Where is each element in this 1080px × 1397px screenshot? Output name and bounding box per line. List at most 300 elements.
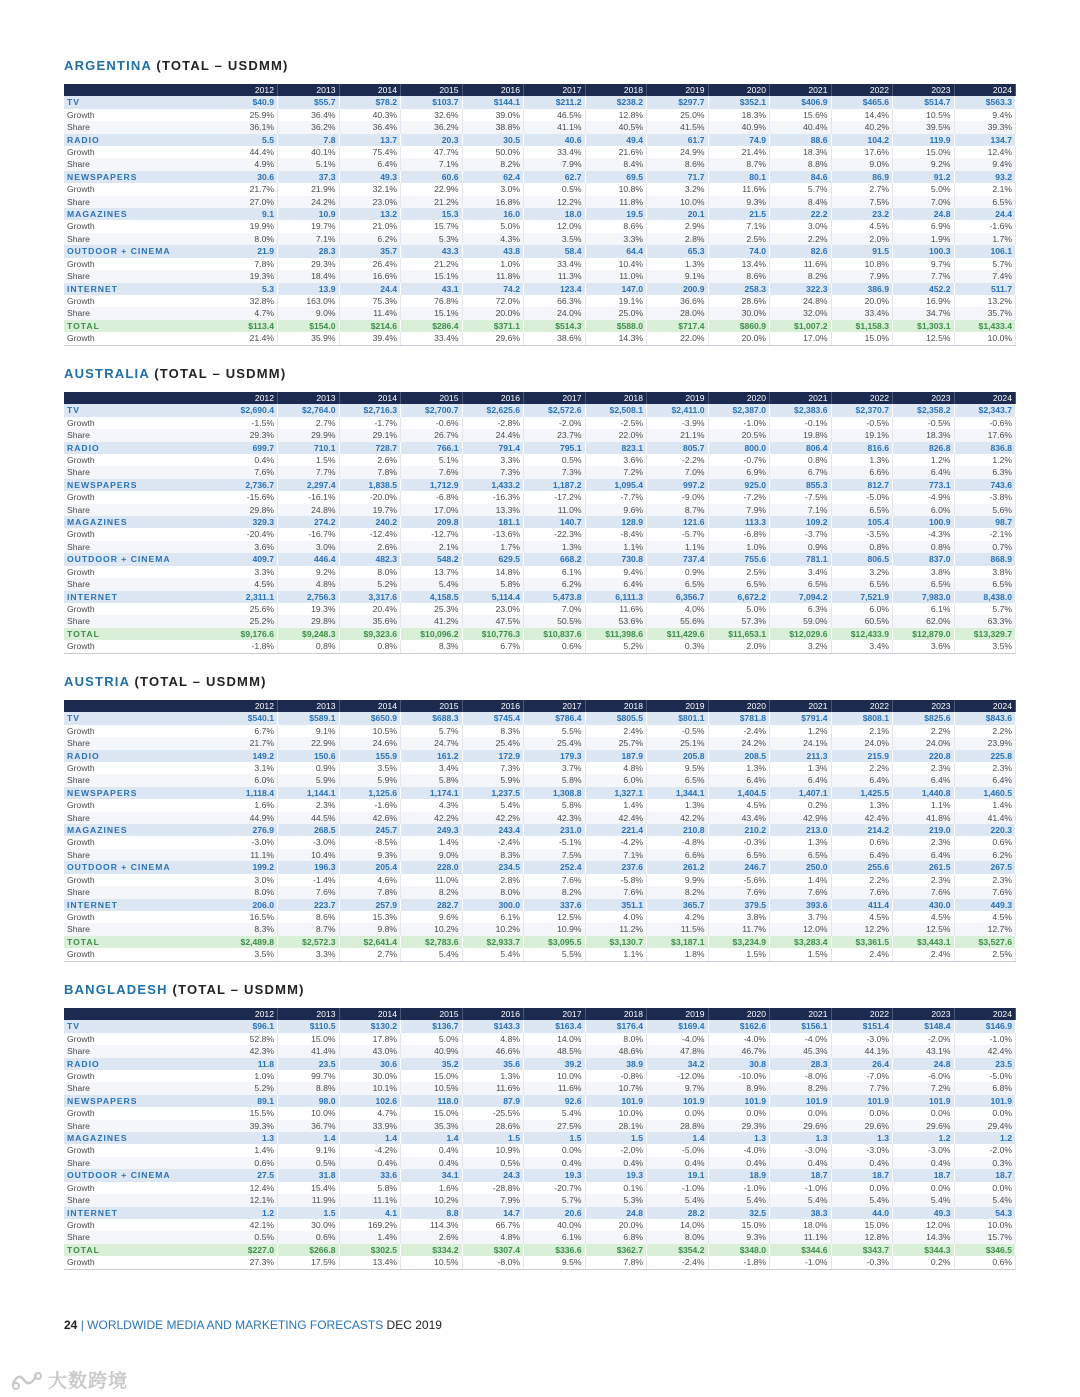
value-cell: $362.7 (585, 1244, 647, 1256)
value-cell: 18.7 (893, 1169, 955, 1181)
value-cell: 2.3% (278, 799, 340, 811)
value-cell: 15.0% (831, 1219, 893, 1231)
value-cell: 17.0% (770, 332, 832, 345)
value-cell: 997.2 (647, 479, 709, 491)
value-cell: 15.0% (401, 1070, 463, 1082)
value-cell: 11.5% (647, 923, 709, 935)
value-cell: $344.6 (770, 1244, 832, 1256)
value-cell: 8.0% (462, 886, 524, 898)
header-row (64, 1008, 1016, 1020)
value-cell: 24.8 (893, 208, 955, 220)
category-row (64, 861, 1016, 873)
value-cell: 282.7 (401, 899, 463, 911)
value-cell: 24.8 (893, 1058, 955, 1070)
value-cell: 1.2% (893, 454, 955, 466)
value-cell: 209.8 (401, 516, 463, 528)
value-cell: 261.2 (647, 861, 709, 873)
value-cell: 4.0% (585, 911, 647, 923)
value-cell: 28.3 (278, 245, 340, 257)
value-cell: 1.5 (462, 1132, 524, 1144)
value-cell: 55.6% (647, 615, 709, 627)
value-cell: -28.8% (462, 1182, 524, 1194)
value-cell: 1.2% (770, 725, 832, 737)
value-cell: 249.3 (401, 824, 463, 836)
value-cell: 6.5% (708, 849, 770, 861)
year-header: 2022 (831, 1008, 893, 1020)
value-cell: 40.4% (770, 121, 832, 133)
value-cell: 219.0 (893, 824, 955, 836)
value-cell: 43.4% (708, 812, 770, 824)
value-cell: 2.7% (831, 183, 893, 195)
value-cell: 8.2% (647, 886, 709, 898)
value-cell: 25.4% (462, 737, 524, 749)
year-header: 2017 (524, 392, 586, 404)
value-cell: 8.2% (770, 270, 832, 282)
year-header: 2021 (770, 84, 832, 96)
row-label: INTERNET (64, 899, 216, 911)
year-header: 2016 (462, 1008, 524, 1020)
year-header: 2020 (708, 700, 770, 712)
value-cell: 6,672.2 (708, 591, 770, 603)
row-label: Share (64, 1120, 216, 1132)
value-cell: 9.2% (893, 158, 955, 170)
value-cell: 0.9% (278, 762, 340, 774)
value-cell: 35.7 (339, 245, 401, 257)
value-cell: 22.0% (647, 332, 709, 345)
value-cell: 8.0% (647, 1231, 709, 1243)
value-cell: -3.0% (831, 1144, 893, 1156)
value-cell: 0.6% (954, 836, 1016, 848)
metric-row (64, 886, 1016, 898)
value-cell: 0.4% (401, 1157, 463, 1169)
metric-row (64, 454, 1016, 466)
value-cell: 22.9% (401, 183, 463, 195)
value-cell: 18.9 (708, 1169, 770, 1181)
value-cell: 8.0% (216, 233, 278, 245)
row-label: Share (64, 849, 216, 861)
value-cell: $12,879.0 (893, 628, 955, 640)
value-cell: 17.6% (831, 146, 893, 158)
value-cell: 2.5% (708, 233, 770, 245)
value-cell: $348.0 (708, 1244, 770, 1256)
value-cell: 2.3% (893, 874, 955, 886)
value-cell: 10.2% (462, 923, 524, 935)
value-cell: 10.0% (585, 1107, 647, 1119)
value-cell: 8.8 (401, 1207, 463, 1219)
value-cell: $354.2 (647, 1244, 709, 1256)
value-cell: 6.5% (831, 578, 893, 590)
value-cell: $2,508.1 (585, 404, 647, 416)
value-cell: 5.0% (462, 220, 524, 232)
value-cell: $13,329.7 (954, 628, 1016, 640)
row-label: Growth (67, 529, 95, 540)
row-label: Growth (67, 763, 95, 774)
value-cell: 21.5 (708, 208, 770, 220)
value-cell: 2.3% (893, 836, 955, 848)
value-cell: 0.3% (954, 1157, 1016, 1169)
value-cell: 773.1 (893, 479, 955, 491)
category-row (64, 134, 1016, 146)
metric-row (64, 874, 1016, 886)
value-cell: 35.9% (278, 332, 340, 345)
value-cell: 0.5% (462, 1157, 524, 1169)
value-cell: 36.4% (278, 109, 340, 121)
value-cell: 5.0% (893, 183, 955, 195)
value-cell: 15.3% (339, 911, 401, 923)
value-cell: 1.3 (770, 1132, 832, 1144)
value-cell: -2.8% (462, 417, 524, 429)
section-bangladesh (64, 982, 1016, 1270)
value-cell: 12.4% (954, 146, 1016, 158)
value-cell: 88.6 (770, 134, 832, 146)
value-cell: -0.3% (831, 1256, 893, 1269)
value-cell: 1.1% (647, 541, 709, 553)
value-cell: 41.8% (893, 812, 955, 824)
value-cell: 50.0% (462, 146, 524, 158)
value-cell: $40.9 (216, 96, 278, 108)
value-cell: 386.9 (831, 283, 893, 295)
value-cell: 1.4 (278, 1132, 340, 1144)
metric-row (64, 923, 1016, 935)
value-cell: 23.9% (954, 737, 1016, 749)
value-cell: 42.9% (770, 812, 832, 824)
value-cell: 482.3 (339, 553, 401, 565)
value-cell: -7.5% (770, 491, 832, 503)
value-cell: 11.3% (524, 270, 586, 282)
value-cell: 24.7% (401, 737, 463, 749)
value-cell: 28.3 (770, 1058, 832, 1070)
value-cell: 4.3% (462, 233, 524, 245)
value-cell: 3.5% (216, 948, 278, 961)
value-cell: 13.4% (339, 1256, 401, 1269)
value-cell: -6.8% (708, 528, 770, 540)
value-cell: 3.7% (770, 911, 832, 923)
value-cell: $1,303.1 (893, 320, 955, 332)
value-cell: 12.0% (524, 220, 586, 232)
value-cell: 29.3% (216, 429, 278, 441)
value-cell: $2,716.3 (339, 404, 401, 416)
value-cell: 5.3 (216, 283, 278, 295)
value-cell: 13.2 (339, 208, 401, 220)
value-cell: 257.9 (339, 899, 401, 911)
value-cell: 2.2% (831, 874, 893, 886)
value-cell: 20.0% (831, 295, 893, 307)
value-cell: 0.9% (647, 566, 709, 578)
value-cell: $352.1 (708, 96, 770, 108)
value-cell: 11.0% (585, 270, 647, 282)
value-cell: 11.7% (708, 923, 770, 935)
value-cell: 6.4% (708, 774, 770, 786)
category-row (64, 824, 1016, 836)
value-cell: 7.1% (770, 504, 832, 516)
category-row (64, 442, 1016, 454)
value-cell: 9.5% (524, 1256, 586, 1269)
value-cell: 5.0% (401, 1033, 463, 1045)
value-cell: 2.1% (401, 541, 463, 553)
value-cell: 45.3% (770, 1045, 832, 1057)
value-cell: 10.0% (954, 1219, 1016, 1231)
category-row (64, 899, 1016, 911)
value-cell: 1,838.5 (339, 479, 401, 491)
value-cell: 4.7% (339, 1107, 401, 1119)
year-header: 2012 (216, 84, 278, 96)
value-cell: 3.3% (216, 566, 278, 578)
row-label: TV (64, 1020, 216, 1032)
value-cell: 23.2 (831, 208, 893, 220)
value-cell: 3.4% (831, 640, 893, 653)
value-cell: -8.0% (462, 1256, 524, 1269)
page-footer (64, 1318, 442, 1332)
value-cell: 9.0% (401, 849, 463, 861)
value-cell: 44.4% (216, 146, 278, 158)
value-cell: -1.8% (708, 1256, 770, 1269)
value-cell: 32.6% (401, 109, 463, 121)
value-cell: $406.9 (770, 96, 832, 108)
value-cell: 7.8% (339, 886, 401, 898)
value-cell: $860.9 (708, 320, 770, 332)
value-cell: 7.5% (524, 849, 586, 861)
value-cell: 91.5 (831, 245, 893, 257)
value-cell: 11.0% (401, 874, 463, 886)
value-cell: 10.4% (585, 258, 647, 270)
media-spend-table (64, 700, 1016, 962)
value-cell: 7.1% (278, 233, 340, 245)
value-cell: 99.7% (278, 1070, 340, 1082)
header-row (64, 392, 1016, 404)
value-cell: 20.0% (462, 307, 524, 319)
value-cell: 223.7 (278, 899, 340, 911)
row-label: Share (64, 158, 216, 170)
value-cell: $825.6 (893, 712, 955, 724)
value-cell: 11.6% (770, 258, 832, 270)
value-cell: -3.7% (770, 528, 832, 540)
year-header: 2016 (462, 700, 524, 712)
year-header: 2014 (339, 700, 401, 712)
value-cell: 15.1% (401, 270, 463, 282)
value-cell: 0.0% (770, 1107, 832, 1119)
value-cell: 41.4% (278, 1045, 340, 1057)
row-label: Growth (67, 1182, 95, 1193)
year-header: 2018 (585, 392, 647, 404)
value-cell: 1,125.6 (339, 787, 401, 799)
value-cell: 1.9% (893, 233, 955, 245)
value-cell: 0.9% (770, 541, 832, 553)
value-cell: $130.2 (339, 1020, 401, 1032)
value-cell: 24.8% (278, 504, 340, 516)
value-cell: 46.5% (524, 109, 586, 121)
value-cell: 3.2% (647, 183, 709, 195)
value-cell: 8.2% (524, 886, 586, 898)
value-cell: 5.8% (401, 774, 463, 786)
value-cell: 30.5 (462, 134, 524, 146)
row-label: OUTDOOR + CINEMA (64, 861, 216, 873)
value-cell: 245.7 (339, 824, 401, 836)
value-cell: 1.4% (585, 799, 647, 811)
value-cell: -12.4% (339, 528, 401, 540)
value-cell: 728.7 (339, 442, 401, 454)
total-row (64, 320, 1016, 332)
section-title (64, 366, 1016, 386)
value-cell: 13.7 (339, 134, 401, 146)
value-cell: -4.0% (647, 1033, 709, 1045)
row-label: Share (64, 812, 216, 824)
value-cell: 1.4% (770, 874, 832, 886)
value-cell: 71.7 (647, 171, 709, 183)
value-cell: 10.0% (954, 332, 1016, 345)
row-label: Growth (67, 492, 95, 503)
value-cell: 1.1% (893, 799, 955, 811)
year-header: 2016 (462, 392, 524, 404)
value-cell: -5.6% (708, 874, 770, 886)
value-cell: 3.6% (216, 541, 278, 553)
value-cell: 0.4% (831, 1157, 893, 1169)
value-cell: 57.3% (708, 615, 770, 627)
value-cell: 42.1% (216, 1219, 278, 1231)
value-cell: 3.4% (770, 566, 832, 578)
value-cell: 30.8 (708, 1058, 770, 1070)
value-cell: 5.4% (708, 1194, 770, 1206)
value-cell: 8.7% (278, 923, 340, 935)
value-cell: 3.5% (954, 640, 1016, 653)
year-header: 2021 (770, 1008, 832, 1020)
metric-row (64, 774, 1016, 786)
value-cell: 2,297.4 (278, 479, 340, 491)
value-cell: 12.4% (216, 1182, 278, 1194)
value-cell: $3,283.4 (770, 936, 832, 948)
value-cell: 1,344.1 (647, 787, 709, 799)
value-cell: 17.8% (339, 1033, 401, 1045)
value-cell: 128.9 (585, 516, 647, 528)
value-cell: 214.2 (831, 824, 893, 836)
value-cell: 74.9 (708, 134, 770, 146)
country-name: AUSTRALIA (64, 366, 150, 381)
value-cell: 119.9 (893, 134, 955, 146)
value-cell: $2,700.7 (401, 404, 463, 416)
metric-row (64, 812, 1016, 824)
title-suffix: (TOTAL – USDMM) (156, 58, 289, 73)
value-cell: 261.5 (893, 861, 955, 873)
value-cell: 7.7% (893, 270, 955, 282)
value-cell: 6.0% (831, 603, 893, 615)
value-cell: 10.0% (647, 196, 709, 208)
value-cell: 25.6% (216, 603, 278, 615)
value-cell: 11.1% (770, 1231, 832, 1243)
value-cell: 14.0% (524, 1033, 586, 1045)
year-header: 2021 (770, 700, 832, 712)
value-cell: 33.4% (401, 332, 463, 345)
value-cell: 6.4% (770, 774, 832, 786)
value-cell: $12,029.6 (770, 628, 832, 640)
value-cell: 24.1% (770, 737, 832, 749)
value-cell: 6,356.7 (647, 591, 709, 603)
value-cell: 6.5% (954, 578, 1016, 590)
metric-row (64, 1219, 1016, 1231)
year-header: 2013 (278, 392, 340, 404)
row-label: Share (64, 774, 216, 786)
value-cell: 0.6% (524, 640, 586, 653)
value-cell: 7.4% (954, 270, 1016, 282)
value-cell: $745.4 (462, 712, 524, 724)
value-cell: 2.2% (893, 725, 955, 737)
value-cell: 15.7% (954, 1231, 1016, 1243)
value-cell: 3.0% (216, 874, 278, 886)
value-cell: 40.9% (708, 121, 770, 133)
value-cell: 7,983.0 (893, 591, 955, 603)
value-cell: 48.5% (524, 1045, 586, 1057)
value-cell: $55.7 (278, 96, 340, 108)
value-cell: 3.0% (770, 220, 832, 232)
value-cell: 38.6% (524, 332, 586, 345)
value-cell: 29.9% (278, 429, 340, 441)
value-cell: 38.8% (462, 121, 524, 133)
value-cell: 9.3% (708, 196, 770, 208)
value-cell: 8.8% (278, 1082, 340, 1094)
value-cell: -2.5% (585, 417, 647, 429)
value-cell: 7.0% (647, 466, 709, 478)
metric-row (64, 640, 1016, 653)
value-cell: 1.4% (954, 799, 1016, 811)
value-cell: -5.1% (524, 836, 586, 848)
value-cell: 39.4% (339, 332, 401, 345)
value-cell: 172.9 (462, 750, 524, 762)
value-cell: -1.0% (708, 417, 770, 429)
value-cell: 0.0% (893, 1182, 955, 1194)
value-cell: 10.4% (278, 849, 340, 861)
value-cell: $144.1 (462, 96, 524, 108)
value-cell: 1.4% (216, 1144, 278, 1156)
row-label: NEWSPAPERS (64, 1095, 216, 1107)
value-cell: $3,443.1 (893, 936, 955, 948)
value-cell: 0.5% (524, 183, 586, 195)
value-cell: -2.0% (524, 417, 586, 429)
row-label: MAGAZINES (64, 208, 216, 220)
value-cell: $3,187.1 (647, 936, 709, 948)
value-cell: 0.0% (831, 1182, 893, 1194)
value-cell: 5.4% (462, 948, 524, 961)
value-cell: 4.2% (647, 911, 709, 923)
value-cell: -4.0% (770, 1033, 832, 1045)
row-label: Share (64, 737, 216, 749)
category-row (64, 516, 1016, 528)
row-label: Share (64, 923, 216, 935)
value-cell: 53.6% (585, 615, 647, 627)
metric-row (64, 466, 1016, 478)
value-cell: 42.3% (216, 1045, 278, 1057)
value-cell: 11.8% (462, 270, 524, 282)
value-cell: 4.5% (954, 911, 1016, 923)
value-cell: 61.7 (647, 134, 709, 146)
value-cell: 2.2% (954, 725, 1016, 737)
value-cell: 0.5% (216, 1231, 278, 1243)
value-cell: 10.9 (278, 208, 340, 220)
value-cell: -0.5% (647, 725, 709, 737)
row-label: MAGAZINES (64, 516, 216, 528)
value-cell: 33.9% (339, 1120, 401, 1132)
value-cell: -7.2% (708, 491, 770, 503)
value-cell: 74.0 (708, 245, 770, 257)
value-cell: 2,311.1 (216, 591, 278, 603)
value-cell: 9.4% (954, 158, 1016, 170)
value-cell: 6.0% (893, 504, 955, 516)
value-cell: $78.2 (339, 96, 401, 108)
value-cell: 2.4% (893, 948, 955, 961)
value-cell: 337.6 (524, 899, 586, 911)
metric-row (64, 578, 1016, 590)
value-cell: 26.7% (401, 429, 463, 441)
value-cell: 32.8% (216, 295, 278, 307)
metric-row (64, 307, 1016, 319)
row-label: Share (64, 886, 216, 898)
